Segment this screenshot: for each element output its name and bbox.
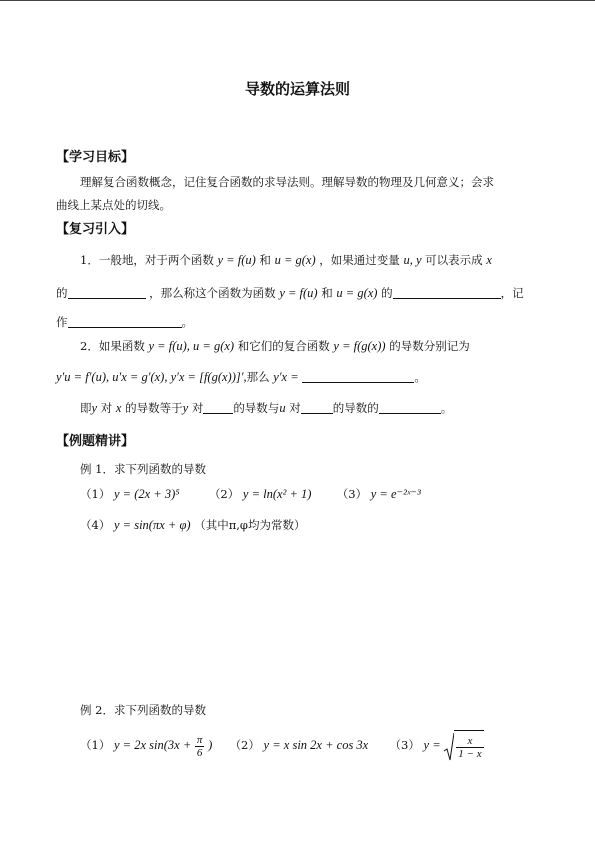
section-review-heading: 【复习引入】 (56, 222, 135, 237)
formula-ex1-1: y = (2x + 3)⁵ (113, 487, 180, 501)
text: 。 (414, 370, 426, 384)
section-goals-heading: 【学习目标】 (56, 150, 135, 165)
review-q3-line (80, 400, 452, 416)
formula-x: x (486, 253, 492, 267)
text: ，记 (500, 286, 524, 300)
formula-u-g-x: u = g(x) (336, 286, 378, 300)
text: 和它们的复合函数 (237, 339, 330, 353)
fill-blank[interactable] (203, 401, 233, 414)
formula-composite: y = f(g(x)) (333, 339, 386, 353)
review-q2-line1 (80, 338, 470, 354)
text: 即 (80, 401, 92, 415)
fill-blank[interactable] (379, 401, 441, 414)
example1-row1 (80, 486, 421, 502)
text: 2．如果函数 (80, 339, 145, 353)
item-note: （其中π,φ均为常数） (194, 518, 306, 532)
text: 的导数等于 (125, 401, 183, 415)
formula-ex2-2: y = x sin 2x + cos 3x (263, 738, 369, 752)
fraction-numerator: π (196, 733, 203, 746)
item-label: （4） (80, 518, 111, 532)
item-label: （3） (389, 738, 420, 752)
example2-heading: 例 2．求下列函数的导数 (80, 703, 206, 717)
review-q1-line2 (56, 285, 524, 301)
formula-ex1-3: y = e⁻²ˣ⁻³ (370, 487, 421, 501)
fill-blank[interactable] (68, 286, 146, 299)
text: ，那么称这个函数为函数 (149, 286, 276, 300)
text: 的导数与 (233, 401, 280, 415)
radical-sign-icon (444, 732, 454, 762)
formula-y: y (182, 401, 189, 415)
text: 那么 (246, 370, 270, 384)
fill-blank[interactable] (301, 401, 333, 414)
fraction-denominator: 6 (196, 746, 203, 759)
text: 作 (56, 315, 68, 329)
page-title: 导数的运算法则 (244, 80, 350, 98)
fraction-x-over-1-minus-x (456, 735, 483, 760)
example1-heading: 例 1．求下列函数的导数 (80, 462, 206, 476)
text: 。 (440, 401, 453, 415)
text: 和 (259, 253, 271, 267)
square-root (444, 730, 483, 762)
review-q1-line1 (80, 252, 492, 268)
formula-yx-prime: y′x = (273, 370, 299, 384)
text: 的导数分别记为 (389, 339, 470, 353)
formula-functions: y = f(u), u = g(x) (148, 339, 235, 353)
text: 对 (191, 401, 204, 415)
section-examples-heading: 【例题精讲】 (56, 434, 135, 449)
goals-line-1: 理解复合函数概念，记住复合函数的求导法则。理解导数的物理及几何意义；会求 (80, 175, 494, 189)
review-q1-line3 (56, 314, 193, 330)
text: 对 (289, 401, 301, 415)
text: ，如果通过变量 (319, 253, 400, 267)
text: 的 (381, 286, 393, 300)
formula-u-g-x: u = g(x) (274, 253, 316, 267)
formula-derivatives: y′u = f′(u), u′x = g′(x), y′x = [f(g(x))]′, (56, 370, 247, 384)
formula-ex2-1-b: ) (208, 738, 213, 752)
radicand (454, 730, 483, 761)
formula-y-f-u: y = f(u) (279, 286, 318, 300)
item-label: （3） (336, 487, 368, 501)
fraction-pi-over-6 (195, 734, 205, 759)
formula-y: y (91, 401, 98, 415)
top-border (0, 0, 595, 1)
fill-blank[interactable] (393, 286, 501, 299)
formula-ex1-4: y = sin(πx + φ) (113, 518, 191, 532)
item-label: （1） (80, 738, 111, 752)
goals-line-2: 曲线上某点处的切线。 (56, 198, 171, 212)
formula-ex1-2: y = ln(x² + 1) (242, 487, 312, 501)
formula-ex2-3-a: y = (423, 738, 441, 752)
formula-ex2-1-a: y = 2x sin(3x + (113, 738, 192, 752)
fraction-numerator: x (456, 735, 483, 748)
example1-row2 (80, 517, 305, 533)
item-label: （1） (80, 487, 111, 501)
review-q2-line2 (56, 369, 426, 385)
formula-y-f-u: y = f(u) (217, 253, 256, 267)
item-label: （2） (208, 487, 240, 501)
text: 可以表示成 (425, 253, 483, 267)
text: 1．一般地，对于两个函数 (80, 253, 214, 267)
formula-u-y: u, y (403, 253, 422, 267)
item-label: （2） (229, 738, 260, 752)
text: 的导数的 (332, 401, 379, 415)
text: 对 (100, 401, 113, 415)
text: 的 (56, 286, 68, 300)
fraction-denominator: 1 − x (458, 747, 482, 760)
text: 。 (181, 315, 193, 329)
text: 和 (321, 286, 333, 300)
example2-row1 (80, 730, 484, 762)
formula-x: x (115, 401, 122, 415)
formula-u: u (279, 401, 286, 415)
fill-blank[interactable] (302, 370, 414, 383)
fill-blank[interactable] (68, 315, 182, 328)
